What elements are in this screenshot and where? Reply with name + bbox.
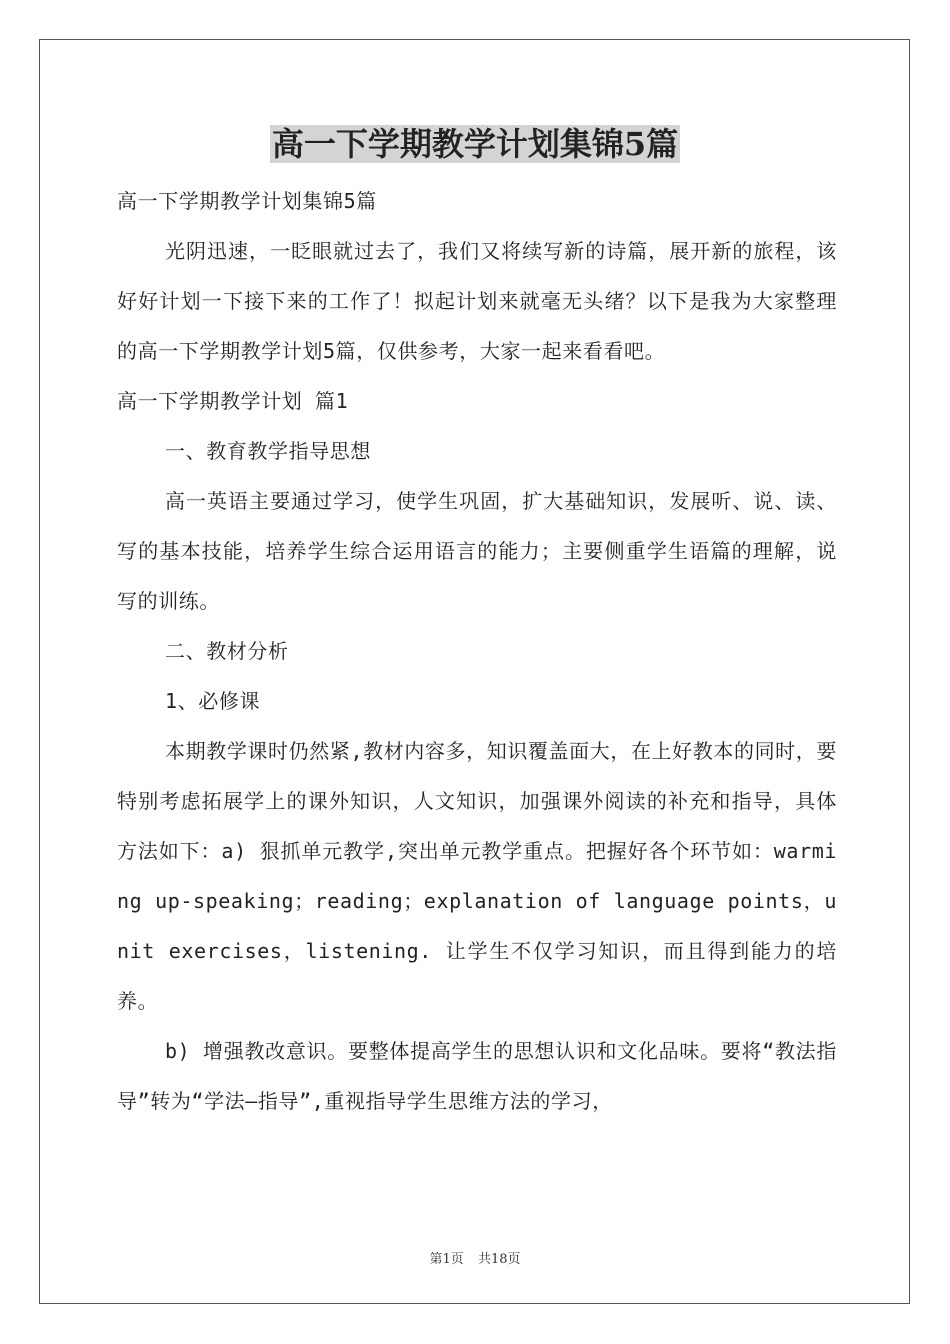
- paragraph-8: b) 增强教改意识。要整体提高学生的思想认识和文化品味。要将“教法指导”转为“学法—指导”,重视指导学生思维方法的学习，: [117, 1039, 837, 1113]
- paragraph-2: 高一下学期教学计划 篇1: [117, 389, 349, 413]
- paragraph-4: 高一英语主要通过学习，使学生巩固，扩大基础知识，发展听、说、读、写的基本技能，培养学生综合运用语言的能力；主要侧重学生语篇的理解，说写的训练。: [117, 489, 837, 613]
- paragraph-1: 光阴迅速，一眨眼就过去了，我们又将续写新的诗篇，展开新的旅程，该好好计划一下接下来的工作了！拟起计划来就毫无头绪？以下是我为大家整理的高一下学期教学计划5篇，仅供参考，大家一起来看看吧。: [117, 239, 837, 363]
- paragraph-5: 二、教材分析: [165, 639, 289, 663]
- paragraph-7: 本期教学课时仍然紧,教材内容多，知识覆盖面大，在上好教本的同时，要特别考虑拓展学上的课外知识，人文知识，加强课外阅读的补充和指导，具体方法如下：a) 狠抓单元教学,突出单元教学重点。把握好各个环节如：warming up-speaking；reading；explanation of language points，unit exercises，listening. 让学生不仅学习知识，而且得到能力的培养。: [117, 739, 837, 1013]
- document-title-text: 高一下学期教学计划集锦5篇: [271, 125, 679, 163]
- document-body: [117, 176, 837, 1126]
- paragraph-0: 高一下学期教学计划集锦5篇: [117, 189, 377, 213]
- page-number: 第1页: [429, 1252, 464, 1267]
- document-title: [0, 122, 950, 166]
- page-footer: [0, 1248, 950, 1267]
- paragraph-3: 一、教育教学指导思想: [165, 439, 371, 463]
- page-total: 共18页: [477, 1252, 521, 1267]
- paragraph-6: 1、必修课: [165, 689, 261, 713]
